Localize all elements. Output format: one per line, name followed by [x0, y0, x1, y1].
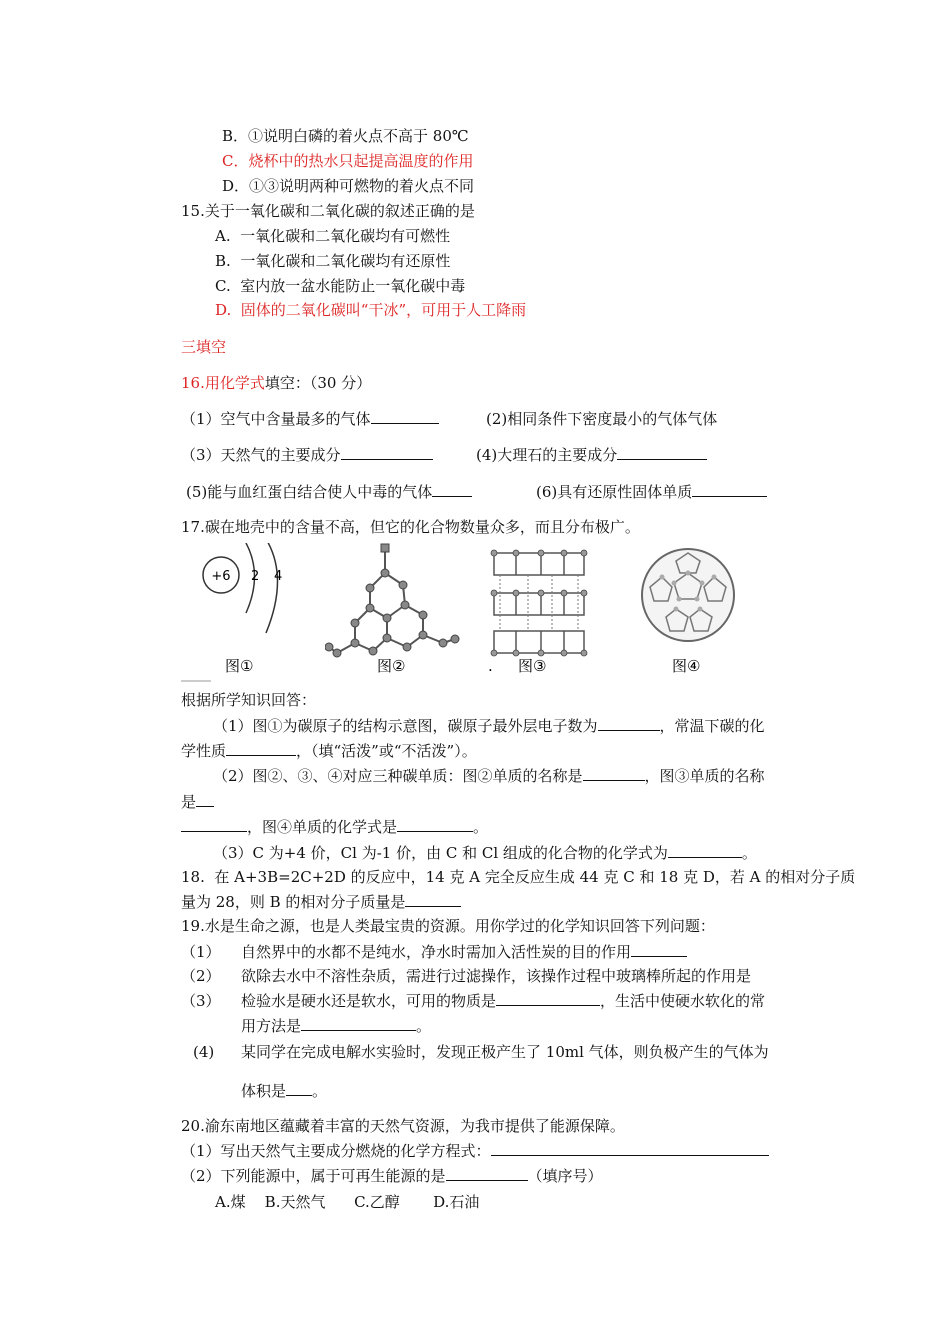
answer-blank[interactable]: [692, 482, 767, 497]
q17-p3-text-end: 。: [741, 844, 757, 862]
figure-2-caption: 图②: [377, 657, 406, 675]
shell-1-electrons: 2: [251, 569, 260, 584]
q17-part-1-line-1: [213, 716, 765, 736]
q16-stem-highlight: 16.用化学式: [181, 374, 265, 392]
figure-4-caption: 图④: [672, 657, 701, 675]
answer-blank[interactable]: [617, 445, 707, 460]
q18-line-1: 18. 在 A+3B=2C+2D 的反应中，14 克 A 完全反应生成 44 克 C 和 18 克 D，若 A 的相对分子质: [181, 868, 856, 886]
answer-blank[interactable]: [397, 817, 473, 832]
answer-blank[interactable]: [496, 991, 600, 1006]
q20-part-1: [181, 1141, 769, 1161]
q19-item-1-number: （1）: [181, 943, 221, 961]
q15-option-b: B. 一氧化碳和二氧化碳均有还原性: [215, 252, 451, 270]
q19-t3b-text: ，生活中使硬水软化的常: [600, 992, 766, 1010]
figure-diamond-structure: [325, 543, 465, 683]
q19-item-4-line-2: [241, 1081, 327, 1101]
q16-item-1-text: （1）空气中含量最多的气体: [181, 410, 371, 428]
q20-options: A.煤 B.天然气 C.乙醇 D.石油: [215, 1193, 480, 1211]
nucleus-label: +6: [211, 569, 231, 584]
q16-item-4: [476, 445, 707, 465]
q19-item-2: 欲除去水中不溶性杂质，需进行过滤操作，该操作过程中玻璃棒所起的作用是: [241, 967, 752, 985]
q19-item-2-number: （2）: [181, 967, 221, 985]
q17-intro: 根据所学知识回答：: [181, 691, 317, 709]
q17-part-2-line-2: [181, 792, 214, 812]
answer-blank[interactable]: [286, 1081, 312, 1096]
q19-t3a-text: 检验水是硬水还是软水，可用的物质是: [241, 992, 497, 1010]
figure-c60-structure: [636, 543, 746, 683]
q15-option-a: A. 一氧化碳和二氧化碳均有可燃性: [215, 227, 451, 245]
answer-blank[interactable]: [583, 766, 645, 781]
q19-t3d-text: 。: [416, 1017, 432, 1035]
answer-blank[interactable]: [668, 843, 742, 858]
q19-t4b-text: 体积是: [241, 1082, 287, 1100]
q16-item-1: [181, 409, 439, 429]
q17-p1-text-end: ，常温下碳的化: [659, 717, 765, 735]
q16-item-4-text: (4)大理石的主要成分: [476, 446, 618, 464]
section-heading-fill-in: 三填空: [181, 338, 227, 356]
answer-blank[interactable]: [405, 892, 461, 907]
q20-stem: 20.渝东南地区蕴藏着丰富的天然气资源，为我市提供了能源保障。: [181, 1117, 625, 1135]
q17-p1c-text: 学性质: [181, 742, 227, 760]
answer-blank[interactable]: [491, 1141, 769, 1156]
q17-p1-text: （1）图①为碳原子的结构示意图，碳原子最外层电子数为: [213, 717, 598, 735]
figure-3-dot: .: [488, 657, 493, 675]
shell-2-electrons: 4: [274, 569, 283, 584]
figure-1-caption: 图①: [225, 657, 254, 675]
q16-stem: [181, 373, 371, 393]
q17-part-2-line-1: [213, 766, 765, 786]
q17-p2-text-end: ，图③单质的名称: [644, 767, 765, 785]
q15-stem: 15.关于一氧化碳和二氧化碳的叙述正确的是: [181, 202, 475, 220]
q14-option-d: D．①③说明两种可燃物的着火点不同: [222, 177, 475, 195]
q17-p2e-text: 。: [473, 818, 489, 836]
q17-p2c-text: 是: [181, 793, 197, 811]
q17-p2-text: （2）图②、③、④对应三种碳单质：图②单质的名称是: [213, 767, 583, 785]
q19-t3c-text: 用方法是: [241, 1017, 302, 1035]
q16-item-2: (2)相同条件下密度最小的气体气体: [486, 410, 718, 428]
q19-item-4-number: (4): [193, 1043, 215, 1061]
q17-p1d-text: ，（填“活泼”或“不活泼”）。: [296, 742, 477, 760]
q17-p3-text: （3）C 为+4 价，Cl 为-1 价，由 C 和 Cl 组成的化合物的化学式为: [213, 844, 668, 862]
figure-carbon-atom-diagram: [181, 543, 301, 683]
q17-p2d-text: ，图④单质的化学式是: [247, 818, 398, 836]
answer-blank[interactable]: [301, 1016, 416, 1031]
q15-option-d: D. 固体的二氧化碳叫“干冰”，可用于人工降雨: [215, 301, 527, 319]
q16-item-3: [181, 445, 433, 465]
q18-line-2: [181, 892, 461, 912]
q19-stem: 19.水是生命之源，也是人类最宝贵的资源。用你学过的化学知识回答下列问题：: [181, 917, 715, 935]
q16-stem-rest: 填空：（30 分）: [264, 374, 372, 392]
q16-item-6-text: (6)具有还原性固体单质: [536, 483, 693, 501]
q14-option-b: B．①说明白磷的着火点不高于 80℃: [222, 127, 469, 145]
q16-item-5: [186, 482, 472, 502]
q18-l2-text: 量为 28，则 B 的相对分子质量是: [181, 893, 406, 911]
q16-item-6: [536, 482, 767, 502]
q20-p2-text-end: （填序号）: [527, 1167, 603, 1185]
q19-item-3-number: （3）: [181, 992, 221, 1010]
answer-blank[interactable]: [432, 482, 472, 497]
q19-t1-text: 自然界中的水都不是纯水，净水时需加入活性炭的目的作用: [241, 943, 632, 961]
q19-item-1: [241, 942, 687, 962]
q19-item-3-line-2: [241, 1016, 431, 1036]
q19-item-3-line-1: [241, 991, 765, 1011]
q20-p2-text: （2）下列能源中，属于可再生能源的是: [181, 1167, 446, 1185]
q19-item-4-line-1: 某同学在完成电解水实验时，发现正极产生了 10ml 气体，则负极产生的气体为: [241, 1043, 769, 1061]
figure-graphite-structure: [486, 543, 596, 683]
q17-stem: 17.碳在地壳中的含量不高，但它的化合物数量众多，而且分布极广。: [181, 518, 640, 536]
q15-option-c: C. 室内放一盆水能防止一氧化碳中毒: [215, 277, 466, 295]
answer-blank[interactable]: [446, 1166, 528, 1181]
q16-item-3-text: （3）天然气的主要成分: [181, 446, 341, 464]
q20-part-2: [181, 1166, 603, 1186]
q19-t4c-text: 。: [312, 1082, 328, 1100]
answer-blank[interactable]: [598, 716, 660, 731]
q17-part-2-line-3: [181, 817, 488, 837]
answer-blank[interactable]: [226, 741, 296, 756]
answer-blank[interactable]: [371, 409, 439, 424]
answer-blank[interactable]: [341, 445, 433, 460]
q17-part-1-line-2: [181, 741, 477, 761]
answer-blank[interactable]: [196, 792, 214, 807]
q14-option-c: C．烧杯中的热水只起提高温度的作用: [222, 152, 474, 170]
answer-blank[interactable]: [181, 817, 247, 832]
q17-part-3: [213, 843, 757, 863]
q20-p1-text: （1）写出天然气主要成分燃烧的化学方程式：: [181, 1142, 491, 1160]
answer-blank[interactable]: [631, 942, 687, 957]
figure-3-caption: 图③: [518, 657, 547, 675]
q16-item-5-text: (5)能与血红蛋白结合使人中毒的气体: [186, 483, 433, 501]
